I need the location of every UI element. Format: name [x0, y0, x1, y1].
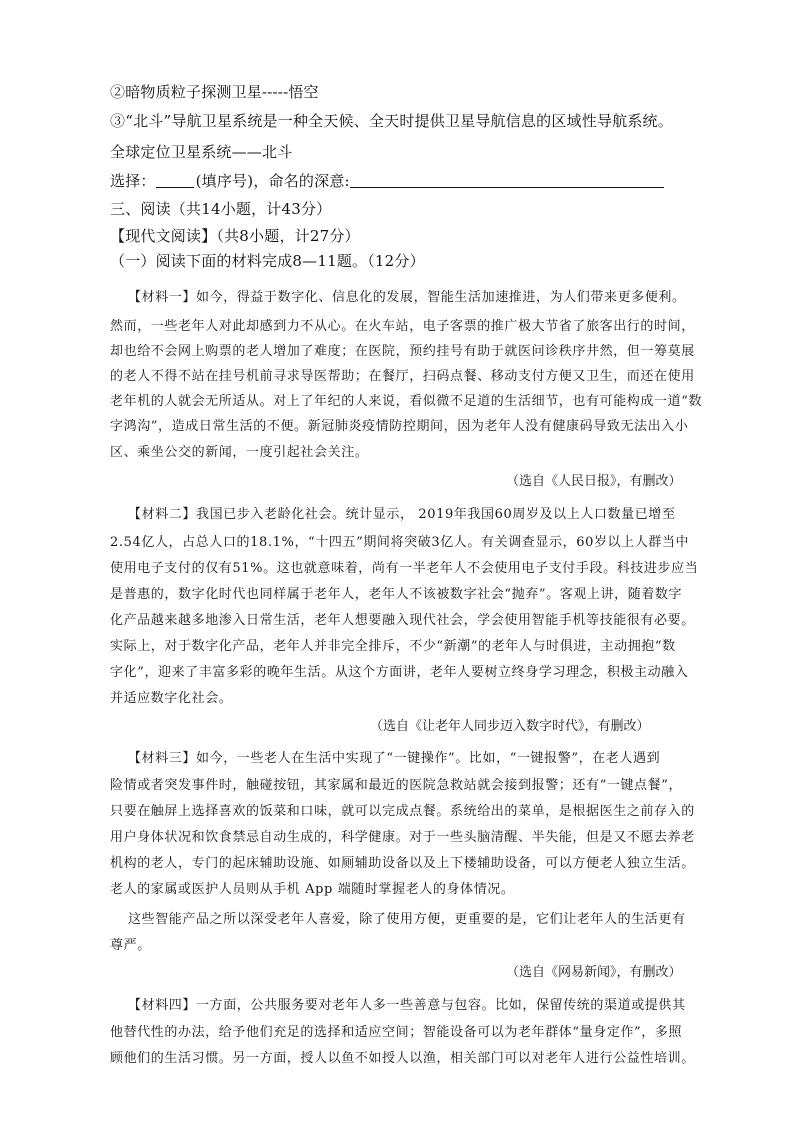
material-1-line: 字鸿沟”，造成日常生活的不便。新冠肺炎疫情防控期间，因为老年人没有健康码导致无法出入小	[110, 419, 689, 434]
material-3-line: 用户身体状况和饮食禁忌自动生成的，科学健康。对于一些头脑清醒、半失能，但是又不愿去养老	[110, 830, 695, 845]
select-label: 选择：	[110, 172, 156, 190]
material-3-closing-line: 尊严。	[110, 938, 151, 953]
select-line	[110, 170, 664, 191]
material-4-line: 【材料四】一方面，公共服务要对老年人多一些善意与包容。比如，保留传统的渠道或提供其	[128, 998, 686, 1013]
subsection-title: 【现代文阅读】（共8小题，计27分）	[110, 227, 360, 245]
material-2-line: 化产品越来越多地渗入日常生活，老年人想要融入现代社会，学会使用智能手机等技能很有必要。	[110, 613, 695, 628]
material-4-line: 顾他们的生活习惯。另一方面，授人以鱼不如授人以渔，相关部门可以对老年人进行公益性培训。	[110, 1051, 695, 1066]
material-1-line: 【材料一】如今，得益于数字化、信息化的发展，智能生活加速推进，为人们带来更多便利。	[128, 290, 686, 305]
material-3-line: 老人的家属或医护人员则从手机 App 端随时掌握老人的身体情况。	[110, 882, 515, 897]
material-1-line: 的老人不得不站在挂号机前寻求导医帮助；在餐厅，扫码点餐、移动支付方便又卫生，而还在使用	[110, 369, 695, 384]
sequence-answer-blank[interactable]	[156, 187, 194, 188]
material-2-line: 是普惠的，数字化时代也同样属于老年人，老年人不该被数字社会“抛弃”。客观上讲，随着数字	[110, 587, 683, 602]
material-2-line: 2.54亿人，占总人口的18.1%，“十四五”期间将突破3亿人。有关调查显示，60岁以上人群当中	[110, 535, 690, 550]
material-3-source: （选自《网易新闻》，有删改）	[506, 965, 682, 980]
material-3-line: 险情或者突发事件时，触碰按钮，其家属和最近的医院急救站就会接到报警；还有“一键点餐”，	[110, 778, 683, 793]
question-item-3: ③“北斗”导航卫星系统是一种全天候、全天时提供卫星导航信息的区域性导航系统。	[110, 112, 673, 130]
question-item-2: ②暗物质粒子探测卫星-----悟空	[110, 83, 319, 101]
material-2-line: 字化”，迎来了丰富多彩的晚年生活。从这个方面讲，老年人要树立终身学习理念，积极主动融入	[110, 665, 689, 680]
material-2-line: 并适应数字化社会。	[110, 691, 233, 706]
meaning-answer-blank[interactable]	[350, 187, 664, 188]
material-1-source: （选自《人民日报》，有删改）	[506, 474, 682, 489]
material-1-line: 然而，一些老年人对此却感到力不从心。在火车站，电子客票的推广极大节省了旅客出行的时间，	[110, 319, 695, 334]
material-1-line: 区、乘坐公交的新闻，一度引起社会关注。	[110, 445, 369, 460]
material-3-line: 【材料三】如今，一些老人在生活中实现了“一键操作”。比如，“一键报警”，在老人遇到	[128, 751, 661, 766]
section-title: 三、阅读（共14小题，计43分）	[110, 200, 332, 218]
material-2-line: 实际上，对于数字化产品，老年人并非完全排斥，不少“新潮”的老年人与时俱进，主动拥抱“数	[110, 639, 676, 654]
material-3-line: 机构的老人，专门的起床辅助设施、如厕辅助设备以及上下楼辅助设备，可以方便老人独立生活。	[110, 856, 695, 871]
select-hint: (填序号)，命名的深意:	[195, 172, 350, 190]
question-item-3-answer: 全球定位卫星系统——北斗	[110, 143, 293, 161]
material-1-line: 却也给不会网上购票的老人增加了难度；在医院，预约挂号有助于就医问诊秩序井然，但一筹莫展	[110, 344, 695, 359]
part-title: （一）阅读下面的材料完成8—11题。（12分）	[110, 252, 425, 270]
material-2-line: 使用电子支付的仅有51%。这也就意味着，尚有一半老年人不会使用电子支付手段。科技进步应当	[110, 561, 699, 576]
material-2-source: （选自《让老年人同步迈入数字时代》，有删改）	[370, 719, 650, 734]
material-3-line: 只要在触屏上选择喜欢的饭菜和口味，就可以完成点餐。系统给出的菜单，是根据医生之前存入的	[110, 804, 695, 819]
material-3-closing-line: 这些智能产品之所以深受老年人喜爱，除了使用方便，更重要的是，它们让老年人的生活更有	[128, 912, 686, 927]
material-1-line: 老年机的人就会无所适从。对上了年纪的人来说，看似微不足道的生活细节，也有可能构成一道“数	[110, 394, 703, 409]
material-2-line: 【材料二】我国已步入老龄化社会。统计显示， 2019年我国60周岁及以上人口数量已增至	[128, 507, 676, 522]
material-4-line: 他替代性的办法，给予他们充足的选择和适应空间；智能设备可以为老年群体“量身定作”，多照	[110, 1025, 683, 1040]
